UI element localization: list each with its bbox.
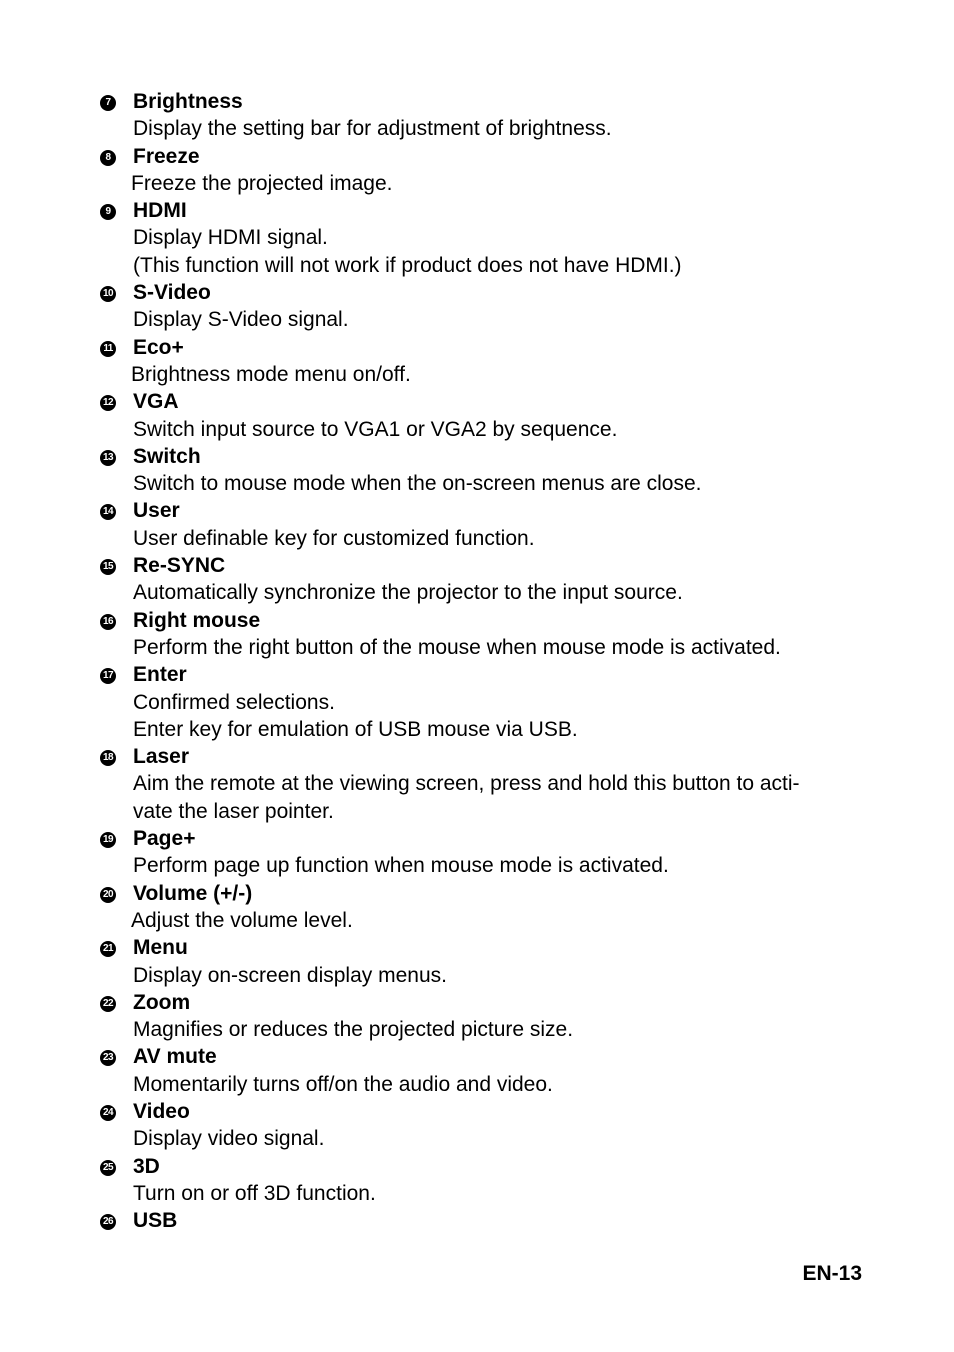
list-item-title: Re-SYNC — [133, 554, 226, 578]
list-item-description — [133, 1071, 878, 1098]
circled-number-icon: 9 — [100, 204, 116, 220]
list-item — [98, 743, 878, 825]
list-item — [98, 279, 878, 334]
list-item-description — [133, 1180, 878, 1207]
circled-number-icon: 14 — [100, 504, 116, 520]
list-item-header — [98, 334, 878, 361]
list-item-header — [98, 197, 878, 224]
list-item-title: S-Video — [133, 281, 211, 305]
list-item-header — [98, 1043, 878, 1070]
list-item-header — [98, 279, 878, 306]
list-item-description — [133, 689, 878, 744]
circled-number-icon: 25 — [100, 1160, 116, 1176]
description-line: Automatically synchronize the projector to the input source. — [133, 581, 683, 605]
list-item-title: HDMI — [133, 199, 187, 223]
list-item-header — [98, 1098, 878, 1125]
list-item-header — [98, 1153, 878, 1180]
description-line: Display HDMI signal. — [133, 226, 328, 250]
circled-number-icon: 10 — [100, 286, 116, 302]
description-line: Display the setting bar for adjustment of brightness. — [133, 117, 612, 141]
list-item — [98, 1153, 878, 1208]
circled-number-icon: 17 — [100, 668, 116, 684]
circled-number-icon: 23 — [100, 1050, 116, 1066]
list-item-header — [98, 552, 878, 579]
circled-number-icon: 7 — [100, 95, 116, 111]
list-item-description — [133, 1016, 878, 1043]
list-item-header — [98, 661, 878, 688]
list-item — [98, 334, 878, 389]
list-item-description — [133, 770, 878, 825]
list-item-description — [133, 962, 878, 989]
description-line: Display on-screen display menus. — [133, 963, 447, 987]
description-line: Momentarily turns off/on the audio and video. — [133, 1072, 553, 1096]
circled-number-icon: 21 — [100, 941, 116, 957]
list-item — [98, 143, 878, 198]
list-item-header — [98, 825, 878, 852]
list-item-title: Enter — [133, 663, 187, 687]
list-item — [98, 607, 878, 662]
circled-number-icon: 26 — [100, 1214, 116, 1230]
list-item — [98, 497, 878, 552]
list-item-description — [131, 361, 878, 388]
list-item-title: 3D — [133, 1154, 160, 1178]
circled-number-icon: 20 — [100, 887, 116, 903]
list-item-header — [98, 143, 878, 170]
list-item-header — [98, 989, 878, 1016]
list-item-description — [133, 416, 878, 443]
list-item-title: Volume (+/-) — [133, 881, 253, 905]
list-item-title: AV mute — [133, 1045, 217, 1069]
list-item — [98, 1207, 878, 1234]
circled-number-icon: 13 — [100, 450, 116, 466]
list-item-description — [131, 170, 878, 197]
list-item-description — [133, 852, 878, 879]
list-item-header — [98, 88, 878, 115]
list-item-description — [133, 579, 878, 606]
list-item-title: Page+ — [133, 827, 196, 851]
circled-number-icon: 15 — [100, 559, 116, 575]
description-line: Enter key for emulation of USB mouse via USB. — [133, 717, 578, 741]
list-item-description — [133, 115, 878, 142]
description-line: Switch input source to VGA1 or VGA2 by sequence. — [133, 417, 618, 441]
list-item-description — [133, 634, 878, 661]
list-item — [98, 388, 878, 443]
list-item-header — [98, 388, 878, 415]
list-item-title: USB — [133, 1209, 178, 1233]
list-item-description — [131, 907, 878, 934]
list-item-header — [98, 607, 878, 634]
list-item-title: Freeze — [133, 144, 200, 168]
description-line: Perform the right button of the mouse when mouse mode is activated. — [133, 635, 781, 659]
description-line: Freeze the projected image. — [131, 171, 393, 195]
list-item — [98, 934, 878, 989]
list-item — [98, 661, 878, 743]
button-description-list — [98, 88, 878, 1234]
list-item-description — [133, 306, 878, 333]
description-line: (This function will not work if product does not have HDMI.) — [133, 253, 682, 277]
list-item-description — [133, 525, 878, 552]
list-item-title: Eco+ — [133, 335, 184, 359]
circled-number-icon: 24 — [100, 1105, 116, 1121]
list-item-title: Right mouse — [133, 608, 261, 632]
description-line: Aim the remote at the viewing screen, press and hold this button to acti- — [133, 772, 800, 796]
list-item — [98, 1098, 878, 1153]
list-item-title: Brightness — [133, 90, 243, 113]
list-item — [98, 443, 878, 498]
description-line: Magnifies or reduces the projected picture size. — [133, 1018, 574, 1042]
list-item-title: Laser — [133, 745, 190, 769]
description-line: Display S-Video signal. — [133, 308, 349, 332]
list-item-header — [98, 934, 878, 961]
list-item-title: Zoom — [133, 990, 191, 1014]
list-item-header — [98, 443, 878, 470]
list-item-description — [133, 470, 878, 497]
description-line: Display video signal. — [133, 1127, 325, 1151]
description-line: Brightness mode menu on/off. — [131, 362, 411, 386]
description-line: Switch to mouse mode when the on-screen menus are close. — [133, 472, 702, 496]
circled-number-icon: 16 — [100, 614, 116, 630]
list-item-header — [98, 743, 878, 770]
list-item — [98, 88, 878, 143]
list-item — [98, 552, 878, 607]
list-item-title: User — [133, 499, 180, 523]
list-item-title: Menu — [133, 936, 188, 960]
list-item — [98, 197, 878, 279]
circled-number-icon: 8 — [100, 150, 116, 166]
list-item-title: Switch — [133, 444, 201, 468]
description-line: User definable key for customized function. — [133, 526, 535, 550]
list-item-header — [98, 1207, 878, 1234]
page-number: EN-13 — [802, 1262, 862, 1285]
list-item-description — [133, 224, 878, 279]
list-item-title: Video — [133, 1099, 190, 1123]
list-item-header — [98, 880, 878, 907]
circled-number-icon: 18 — [100, 750, 116, 766]
description-line: Turn on or off 3D function. — [133, 1181, 376, 1205]
circled-number-icon: 11 — [100, 341, 116, 357]
list-item — [98, 825, 878, 880]
list-item — [98, 1043, 878, 1098]
list-item-header — [98, 497, 878, 524]
description-line: vate the laser pointer. — [133, 799, 334, 823]
circled-number-icon: 12 — [100, 395, 116, 411]
description-line: Confirmed selections. — [133, 690, 335, 714]
description-line: Adjust the volume level. — [131, 908, 353, 932]
circled-number-icon: 22 — [100, 996, 116, 1012]
circled-number-icon: 19 — [100, 832, 116, 848]
list-item-title: VGA — [133, 390, 179, 414]
list-item — [98, 880, 878, 935]
list-item-description — [133, 1125, 878, 1152]
list-item — [98, 989, 878, 1044]
description-line: Perform page up function when mouse mode is activated. — [133, 854, 669, 878]
